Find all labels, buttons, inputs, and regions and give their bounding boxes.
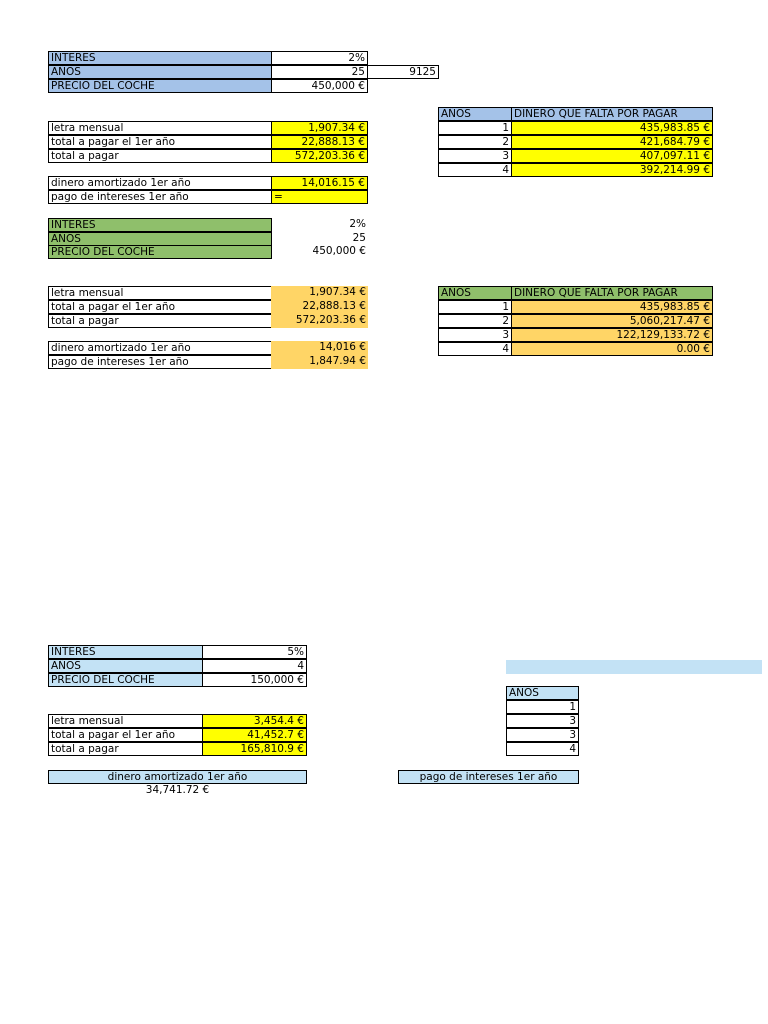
s3-value-anos[interactable]: 4 <box>202 659 307 673</box>
s3-label-precio[interactable]: PRECIO DEL COCHE <box>48 673 203 687</box>
s2-value-precio[interactable]: 450,000 € <box>312 245 366 257</box>
s2-calc-value-letra[interactable]: 1,907.34 € <box>271 286 368 300</box>
s1-label-precio[interactable]: PRECIO DEL COCHE <box>48 79 272 93</box>
s2-label-anos[interactable]: AÑOS <box>48 232 272 246</box>
s2-am-value-intereses[interactable]: 1,847.94 € <box>271 355 368 369</box>
s3-calc-label-total[interactable]: total a pagar <box>48 742 203 756</box>
s1-am-label-dinero[interactable]: dinero amortizado 1er año <box>48 176 272 190</box>
table-row-year[interactable]: 1 <box>438 121 512 135</box>
table-row-year[interactable]: 1 <box>438 300 512 314</box>
s2-calc-label-total-1er[interactable]: total a pagar el 1er año <box>48 300 272 314</box>
table-row-year[interactable]: 4 <box>506 742 579 756</box>
table-row-year[interactable]: 4 <box>438 342 512 356</box>
s2-am-value-dinero[interactable]: 14,016 € <box>271 341 368 355</box>
s1-calc-value-letra[interactable]: 1,907.34 € <box>271 121 368 135</box>
table-row-year[interactable]: 3 <box>438 149 512 163</box>
s3-calc-value-total[interactable]: 165,810.9 € <box>202 742 307 756</box>
s3-calc-label-letra[interactable]: letra mensual <box>48 714 203 728</box>
table-row-year[interactable]: 4 <box>438 163 512 177</box>
s2-calc-label-letra[interactable]: letra mensual <box>48 286 272 300</box>
s3-int-header[interactable]: pago de intereses 1er año <box>398 770 579 784</box>
s1-value-precio[interactable]: 450,000 € <box>271 79 368 93</box>
table-row-amount[interactable]: 392,214.99 € <box>511 163 713 177</box>
s1-am-label-intereses[interactable]: pago de intereses 1er año <box>48 190 272 204</box>
s1-calc-label-total-1er[interactable]: total a pagar el 1er año <box>48 135 272 149</box>
s1-am-value-intereses[interactable]: = <box>271 190 368 204</box>
s2-value-anos[interactable]: 25 <box>352 232 366 244</box>
s2-am-label-dinero[interactable]: dinero amortizado 1er año <box>48 341 272 355</box>
s2-table-header-anos[interactable]: AÑOS <box>438 286 512 300</box>
table-row-amount[interactable]: 0.00 € <box>511 342 713 356</box>
table-row-year[interactable]: 3 <box>506 714 579 728</box>
s1-calc-value-total[interactable]: 572,203.36 € <box>271 149 368 163</box>
s1-label-interes[interactable]: INTERES <box>48 51 272 65</box>
s2-label-precio[interactable]: PRECIO DEL COCHE <box>48 245 272 259</box>
table-row-amount[interactable]: 435,983.85 € <box>511 300 713 314</box>
table-row-year[interactable]: 2 <box>438 135 512 149</box>
table-row-amount[interactable]: 435,983.85 € <box>511 121 713 135</box>
s2-table-header-dinero[interactable]: DINERO QUE FALTA POR PAGAR <box>511 286 713 300</box>
s3-calc-label-total-1er[interactable]: total a pagar el 1er año <box>48 728 203 742</box>
table-row-amount[interactable]: 5,060,217.47 € <box>511 314 713 328</box>
table-row-amount[interactable]: 122,129,133.72 € <box>511 328 713 342</box>
table-row-year[interactable]: 2 <box>438 314 512 328</box>
s3-highlight-band <box>506 660 762 674</box>
s1-value-interes[interactable]: 2% <box>271 51 368 65</box>
s3-label-interes[interactable]: INTERES <box>48 645 203 659</box>
table-row-year[interactable]: 3 <box>506 728 579 742</box>
s1-am-value-dinero[interactable]: 14,016.15 € <box>271 176 368 190</box>
s2-calc-value-total-1er[interactable]: 22,888.13 € <box>271 300 368 314</box>
s3-calc-value-total-1er[interactable]: 41,452.7 € <box>202 728 307 742</box>
s3-am-header[interactable]: dinero amortizado 1er año <box>48 770 307 784</box>
s1-label-anos[interactable]: AÑOS <box>48 65 272 79</box>
s3-am-value[interactable]: 34,741.72 € <box>145 784 210 796</box>
s3-value-precio[interactable]: 150,000 € <box>202 673 307 687</box>
s1-table-header-dinero[interactable]: DINERO QUE FALTA POR PAGAR <box>511 107 713 121</box>
s2-am-label-intereses[interactable]: pago de intereses 1er año <box>48 355 272 369</box>
table-row-amount[interactable]: 421,684.79 € <box>511 135 713 149</box>
s1-calc-label-total[interactable]: total a pagar <box>48 149 272 163</box>
s1-extra-value[interactable]: 9125 <box>367 65 439 79</box>
s1-table-header-anos[interactable]: AÑOS <box>438 107 512 121</box>
s1-calc-label-letra[interactable]: letra mensual <box>48 121 272 135</box>
s1-value-anos[interactable]: 25 <box>271 65 368 79</box>
s2-label-interes[interactable]: INTERES <box>48 218 272 232</box>
s2-value-interes[interactable]: 2% <box>349 218 366 230</box>
s3-calc-value-letra[interactable]: 3,454.4 € <box>202 714 307 728</box>
s2-calc-label-total[interactable]: total a pagar <box>48 314 272 328</box>
table-row-amount[interactable]: 407,097.11 € <box>511 149 713 163</box>
s3-value-interes[interactable]: 5% <box>202 645 307 659</box>
table-row-year[interactable]: 1 <box>506 700 579 714</box>
s1-calc-value-total-1er[interactable]: 22,888.13 € <box>271 135 368 149</box>
s3-label-anos[interactable]: AÑOS <box>48 659 203 673</box>
s3-table-header-anos[interactable]: AÑOS <box>506 686 579 700</box>
s2-calc-value-total[interactable]: 572,203.36 € <box>271 314 368 328</box>
table-row-year[interactable]: 3 <box>438 328 512 342</box>
